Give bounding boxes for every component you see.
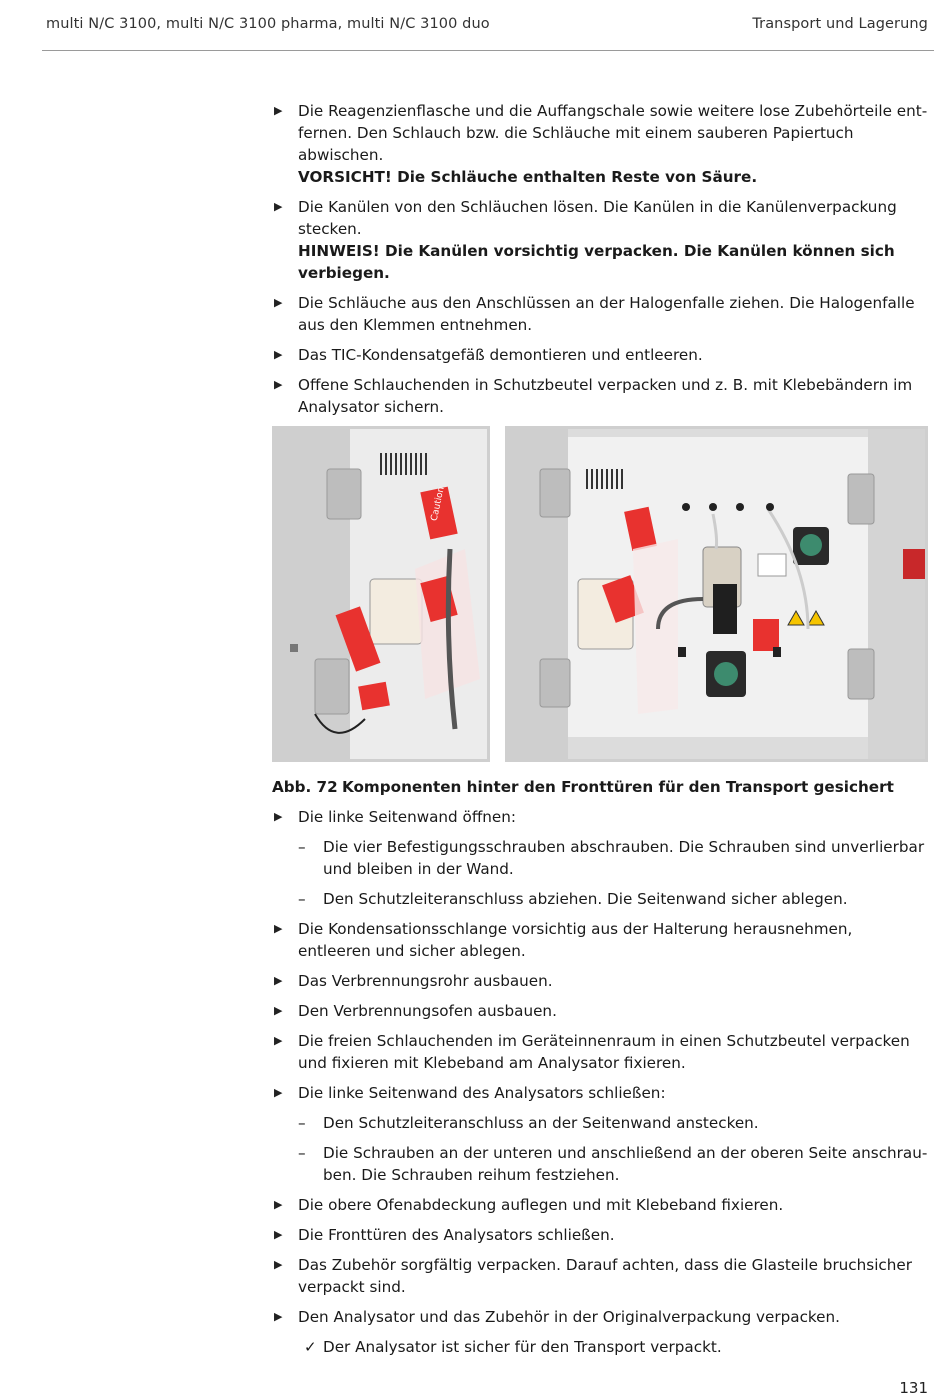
step-text: Die Kanülen von den Schläuchen lösen. Die Kanülen in die Kanülenverpackung stecken. [298,198,897,238]
result-text: Der Analysator ist sicher für den Transport verpackt. [323,1338,722,1356]
figure-caption [272,776,928,798]
bullet-arrow-icon: ▶ [274,1198,283,1211]
substep-item [272,888,928,910]
main-content [272,100,928,1366]
step-text: Die Fronttüren des Analysators schließen. [298,1226,615,1244]
step-item [272,918,928,962]
substep-text: Die Schrauben an der unteren und anschließend an der oberen Seite anschrauben. Die Schrauben reihum festziehen. [323,1144,928,1184]
step-item [272,374,928,418]
substep-item [272,836,928,880]
step-item [272,1082,928,1104]
step-text: Die freien Schlauchenden im Geräteinnenraum in einen Schutzbeutel verpacken und fixieren mit Klebeband am Analysator fixieren. [298,1032,910,1072]
figure-caption-text: Komponenten hinter den Fronttüren für den Transport gesichert [342,778,894,796]
running-header-right: Transport und Lagerung [752,16,928,32]
step-text: Die Kondensationsschlange vorsichtig aus der Halterung herausnehmen, entleeren und sicher ablegen. [298,920,853,960]
step-text: Das TIC-Kondensatgefäß demontieren und entleeren. [298,346,703,364]
dash-marker: – [298,1114,306,1132]
step-item [272,1306,928,1328]
page-number: 131 [899,1379,928,1397]
step-text: Den Analysator und das Zubehör in der Originalverpackung verpacken. [298,1308,840,1326]
bullet-arrow-icon: ▶ [274,810,283,823]
bullet-arrow-icon: ▶ [274,922,283,935]
step-text: Offene Schlauchenden in Schutzbeutel verpacken und z. B. mit Klebebändern im Analysator sichern. [298,376,913,416]
step-item [272,1194,928,1216]
substep-text: Den Schutzleiteranschluss an der Seitenwand anstecken. [323,1114,759,1132]
step-item [272,806,928,828]
bullet-arrow-icon: ▶ [274,974,283,987]
step-text: Das Verbrennungsrohr ausbauen. [298,972,553,990]
substep-text: Den Schutzleiteranschluss abziehen. Die Seitenwand sicher ablegen. [323,890,848,908]
caution-label: Caution [429,485,447,522]
step-text: Die Schläuche aus den Anschlüssen an der Halogenfalle ziehen. Die Halogenfalle aus den Klemmen entnehmen. [298,294,915,334]
warning-text: HINWEIS! Die Kanülen vorsichtig verpacken. Die Kanülen können sich verbiegen. [298,242,895,282]
step-item [272,344,928,366]
bullet-arrow-icon: ▶ [274,348,283,361]
step-text: Den Verbrennungsofen ausbauen. [298,1002,557,1020]
step-text: Die obere Ofenabdeckung auflegen und mit Klebeband fixieren. [298,1196,784,1214]
bullet-arrow-icon: ▶ [274,104,283,117]
running-header-left: multi N/C 3100, multi N/C 3100 pharma, multi N/C 3100 duo [46,16,490,32]
warning-text: VORSICHT! Die Schläuche enthalten Reste von Säure. [298,168,758,186]
dash-marker: – [298,838,306,856]
step-text: Die Reagenzienflasche und die Auffangschale sowie weitere lose Zubehörteile entfernen. Den Schlauch bzw. die Schläuche mit einem sauberen Papiertuch abwischen. [298,102,928,164]
step-text: Das Zubehör sorgfältig verpacken. Darauf achten, dass die Glasteile bruchsicher verpackt sind. [298,1256,912,1296]
dash-marker: – [298,1144,306,1162]
step-item [272,196,928,284]
step-item [272,970,928,992]
step-item [272,100,928,188]
bullet-arrow-icon: ▶ [274,1258,283,1271]
figure-photos [272,426,928,764]
checkmark-icon: ✓ [304,1338,317,1356]
photo-left-door [272,426,490,762]
bullet-arrow-icon: ▶ [274,1310,283,1323]
dash-marker: – [298,890,306,908]
result-item [272,1336,928,1358]
bullet-arrow-icon: ▶ [274,378,283,391]
bullet-arrow-icon: ▶ [274,200,283,213]
step-item [272,1224,928,1246]
photo-right-door [505,426,928,762]
header-rule [42,50,934,51]
bullet-arrow-icon: ▶ [274,1034,283,1047]
substep-item [272,1142,928,1186]
step-item [272,292,928,336]
bullet-arrow-icon: ▶ [274,1228,283,1241]
step-text: Die linke Seitenwand des Analysators schließen: [298,1084,666,1102]
bullet-arrow-icon: ▶ [274,296,283,309]
step-item [272,1000,928,1022]
figure-number: Abb. 72 [272,778,338,796]
substep-item [272,1112,928,1134]
step-text: Die linke Seitenwand öffnen: [298,808,516,826]
step-item [272,1254,928,1298]
bullet-arrow-icon: ▶ [274,1004,283,1017]
substep-text: Die vier Befestigungsschrauben abschrauben. Die Schrauben sind unverlierbar und bleiben in der Wand. [323,838,925,878]
bullet-arrow-icon: ▶ [274,1086,283,1099]
step-item [272,1030,928,1074]
